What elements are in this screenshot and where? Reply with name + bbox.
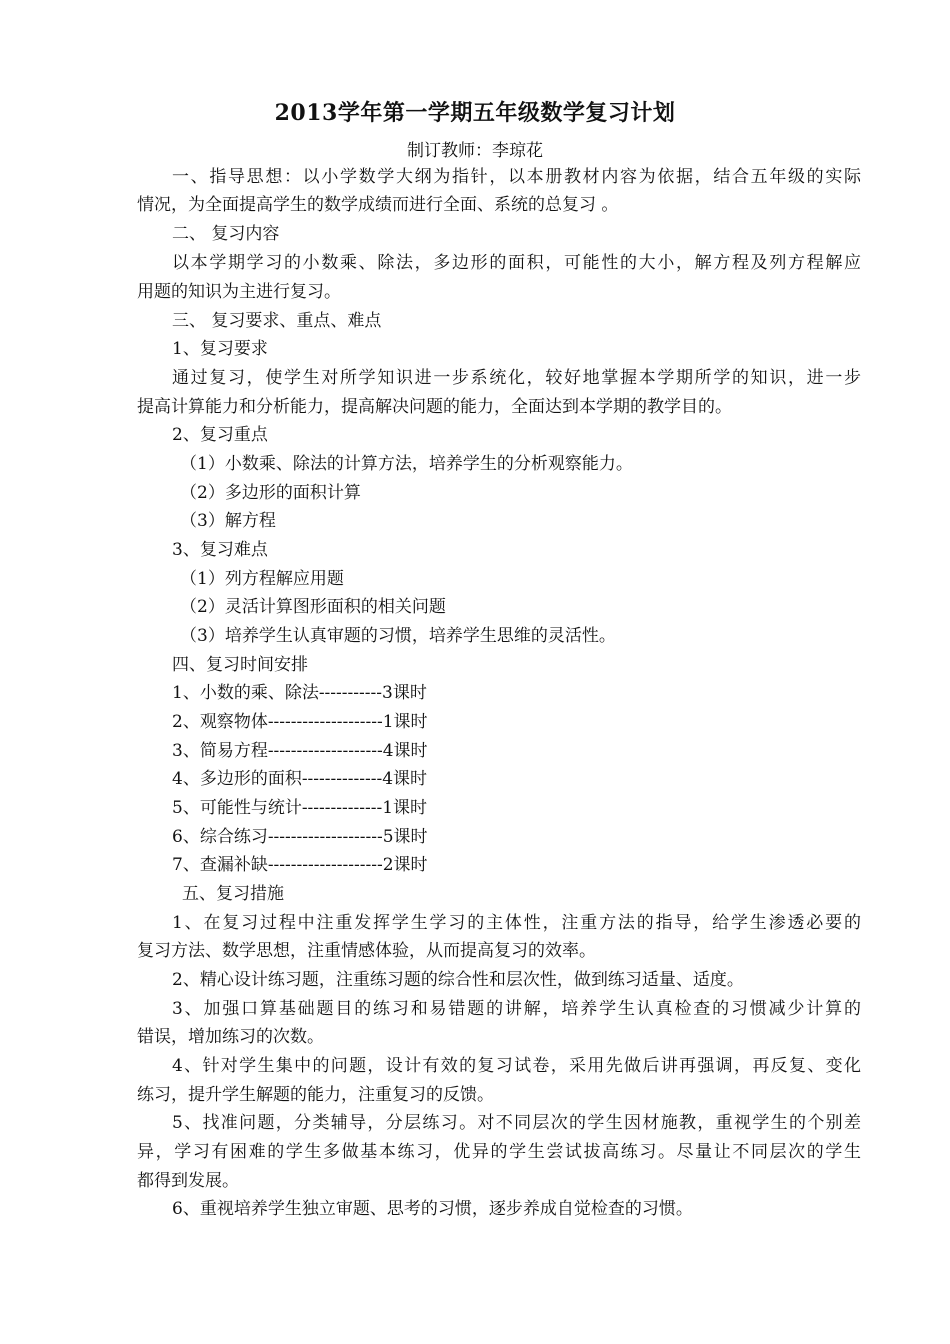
schedule-item: 1、小数的乘、除法-----------3课时 xyxy=(172,683,427,703)
measure-6-line-1: 6、重视培养学生独立审题、思考的习惯，逐步养成自觉检查的习惯。 xyxy=(172,1199,693,1219)
schedule-item: 6、综合练习--------------------5课时 xyxy=(172,827,428,847)
subheading-key-points: 2、复习重点 xyxy=(172,425,268,445)
schedule-item: 5、可能性与统计--------------1课时 xyxy=(172,798,428,818)
document-title: 2013学年第一学期五年级数学复习计划 xyxy=(274,100,676,126)
guiding-thought-line-2: 情况，为全面提高学生的数学成绩而进行全面、系统的总复习 。 xyxy=(137,195,619,215)
key-point-item: （1）小数乘、除法的计算方法，培养学生的分析观察能力。 xyxy=(180,454,633,474)
requirements-line-2: 提高计算能力和分析能力，提高解决问题的能力，全面达到本学期的教学目的。 xyxy=(137,397,732,417)
measure-5-line-2: 异，学习有困难的学生多做基本练习，优异的学生尝试拔高练习。尽量让不同层次的学生 xyxy=(137,1142,861,1162)
subheading-requirements: 1、复习要求 xyxy=(172,339,268,359)
measure-1-line-2: 复习方法、数学思想，注重情感体验，从而提高复习的效率。 xyxy=(137,941,596,961)
measure-3-line-1: 3、加强口算基础题目的练习和易错题的讲解，培养学生认真检查的习惯减少计算的 xyxy=(172,999,861,1019)
difficulty-item: （3）培养学生认真审题的习惯，培养学生思维的灵活性。 xyxy=(180,626,616,646)
measure-2-line-1: 2、精心设计练习题，注重练习题的综合性和层次性，做到练习适量、适度。 xyxy=(172,970,744,990)
measure-5-line-1: 5、找准问题，分类辅导，分层练习。对不同层次的学生因材施教，重视学生的个别差 xyxy=(172,1113,861,1133)
measure-4-line-2: 练习，提升学生解题的能力，注重复习的反馈。 xyxy=(137,1085,494,1105)
review-content-line-1: 以本学期学习的小数乘、除法，多边形的面积，可能性的大小，解方程及列方程解应 xyxy=(172,253,861,273)
subheading-difficulties: 3、复习难点 xyxy=(172,540,268,560)
measure-3-line-2: 错误，增加练习的次数。 xyxy=(137,1027,324,1047)
key-point-item: （3）解方程 xyxy=(180,511,276,531)
measure-5-line-3: 都得到发展。 xyxy=(137,1171,239,1191)
schedule-item: 3、简易方程--------------------4课时 xyxy=(172,741,428,761)
guiding-thought-line-1: 一、指导思想：以小学数学大纲为指针，以本册教材内容为依据，结合五年级的实际 xyxy=(172,167,861,187)
difficulty-item: （2）灵活计算图形面积的相关问题 xyxy=(180,597,446,617)
section-heading-measures: 五、复习措施 xyxy=(182,884,284,904)
measure-4-line-1: 4、针对学生集中的问题，设计有效的复习试卷，采用先做后讲再强调，再反复、变化 xyxy=(172,1056,861,1076)
section-heading-review-content: 二、 复习内容 xyxy=(172,224,280,244)
schedule-item: 4、多边形的面积--------------4课时 xyxy=(172,769,428,789)
measure-1-line-1: 1、在复习过程中注重发挥学生学习的主体性，注重方法的指导，给学生渗透必要的 xyxy=(172,913,861,933)
review-content-line-2: 用题的知识为主进行复习。 xyxy=(137,282,341,302)
schedule-item: 7、查漏补缺--------------------2课时 xyxy=(172,855,428,875)
requirements-line-1: 通过复习，使学生对所学知识进一步系统化，较好地掌握本学期所学的知识，进一步 xyxy=(172,368,861,388)
section-heading-schedule: 四、复习时间安排 xyxy=(172,655,308,675)
key-point-item: （2）多边形的面积计算 xyxy=(180,483,361,503)
author-line: 制订教师：李琼花 xyxy=(407,141,543,161)
schedule-item: 2、观察物体--------------------1课时 xyxy=(172,712,428,732)
difficulty-item: （1）列方程解应用题 xyxy=(180,569,344,589)
section-heading-requirements: 三、 复习要求、重点、难点 xyxy=(172,311,382,331)
